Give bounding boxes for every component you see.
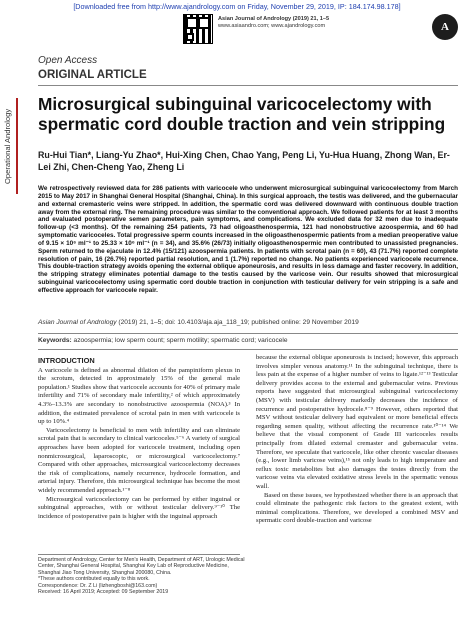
divider (38, 85, 458, 86)
keywords (38, 337, 458, 344)
citation-details: (2019) 21, 1–5; doi: 10.4103/aja.aja_118_19; published online: 29 November 2019 (116, 319, 359, 326)
equal-contribution-note: *These authors contributed equally to this work. (38, 576, 150, 583)
journal-logo-icon (432, 14, 458, 40)
abstract: We retrospectively reviewed data for 286 patients with varicocele who underwent microsurgical subinguinal varicocelectomy from March 2015 to May 2017 in Shanghai General Hospital (Shanghai, China). In this surgical approach, the testis was delivered, and the gubernacular and external cremasteric veins were stripped. In addition, the spermatic cord was delivered downward with continuous double traction away from the external ring. The remaining procedure was similar to the conventional approach. We followed patients for at least 3 months and evaluated postoperative semen parameters, pain symptoms, and complications. We excluded data for 32 men due to inadequate follow-up (<3 months). Of the remaining 254 patients, 73 had oligoasthenospermia, 121 had nonobstructive azoospermia, and 60 had symptomatic varicoceles. Total progressive sperm counts increased in the oligoasthenospermic patients from a median preoperative value of 9.15 × 10⁶ ml⁻¹ to 25.33 × 10⁶ ml⁻¹ (n = 34), and 35.6% (26/73) initially oligoasthenospermic men contributed to unassisted pregnancies. Sperm returned to the ejaculate in 12.4% (15/121) azoospermia patients. In patients with scrotal pain (n = 60), 43 (71.7%) reported complete resolution of pain, 16 (26.7%) reported partial resolution, and 1 (1.7%) reported no change. No patients experienced varicocele recurrence. This double-traction strategy avoids opening the external oblique aponeurosis, and results in less damage and faster recovery. In addition, the stripping strategy eliminates potential damage to the testis caused by the varicose vein. Our results showed that microsurgical subinguinal varicocelectomy using spermatic cord double traction in conjunction with testicular delivery for vein stripping is a safe and effective approach for varicocele repair. (38, 185, 458, 294)
body-paragraph: because the external oblique aponeurosis is incised; however, this approach involves simpler venous anatomy.¹¹ In the subinguinal technique, there is less pain at the expense of a higher number of veins to ligate.¹²⁻¹³ Testicular delivery provides access to the external and gubernacular veins. Previous reports have suggested that microsurgical subinguinal varicocelectomy (MSV) with testicular delivery markedly decreases the incidence of recurrence and postoperative hydrocele.⁸⁻⁹ However, others reported that MSV without testicular delivery had equivalent or more beneficial effects regarding semen quality, without affecting the recurrence rate.¹⁰⁻¹⁴ We believe that the visual component of Grade III varicoceles results principally from dilated external cremaster and gubernacular veins. Therefore, we speculate that varicocele, like other chronic vascular diseases (e.g., lower limb varicose veins),¹⁵ not only leads to high temperature and reflux toxic metabolites but also damages the testes directly from the varicose veins via elevated oxidative stress levels in the spermatic venous wall. (256, 354, 458, 490)
intro-column (38, 357, 240, 521)
side-accent-bar (16, 98, 18, 194)
received-dates: Received: 16 April 2019; Accepted: 09 September 2019 (38, 589, 169, 596)
journal-name: Asian Journal of Andrology (2019) 21, 1–5 (218, 16, 330, 22)
section-side-label: Operational Andrology (3, 108, 12, 184)
article-type: ORIGINAL ARTICLE (38, 69, 147, 81)
journal-website[interactable]: www.asiaandro.com; www.ajandrology.com (218, 23, 326, 29)
footnotes (38, 557, 248, 595)
article-title: Microsurgical subinguinal varicocelectomy with spermatic cord double traction and vein stripping (38, 94, 446, 134)
right-column (256, 354, 458, 526)
divider (38, 349, 458, 350)
open-access-label: Open Access (38, 55, 98, 66)
qr-code (183, 14, 213, 44)
download-banner[interactable]: [Downloaded free from http://www.ajandrology.com on Friday, November 29, 2019, IP: 184.174.98.178] (73, 2, 401, 11)
intro-paragraph: Varicocelectomy is beneficial to men with infertility and can eliminate scrotal pain that is secondary to clinical varicoceles.⁵⁻⁶ A variety of surgical approaches have been adopted for varicocele treatment, including open nonmicrosurgical, laparoscopic, or microsurgical varicocelectomy.⁷ Compared with other approaches, microsurgical varicocelectomy decreases the risk of complications, namely recurrence, hydrocele formation, and arterial injury. Therefore, this microsurgical technique has become the most widely recommended approach.¹⁻⁸ (38, 426, 240, 494)
keywords-label: Keywords: (38, 337, 72, 344)
keywords-text: azoospermia; low sperm count; sperm motility; spermatic cord; varicocele (71, 337, 288, 344)
author-list: Ru-Hui Tian*, Liang-Yu Zhao*, Hui-Xing Chen, Chao Yang, Peng Li, Yu-Hua Huang, Zhong Wan, Er-Lei Zhi, Chen-Cheng Yao, Zheng Li (38, 150, 450, 172)
intro-heading: INTRODUCTION (38, 356, 95, 365)
correspondence[interactable]: Correspondence: Dr. Z Li (lizhengboshi@163.com) (38, 582, 158, 589)
body-paragraph: Based on these issues, we hypothesized whether there is an approach that could eliminate the pathogenic risk factors to the greatest extent, with minimal complications. Therefore, we developed a combined MSV and spermatic cord double-traction and varicose (256, 491, 458, 525)
footnote-divider (38, 554, 240, 555)
citation-line (38, 319, 458, 326)
affiliation: Department of Andrology, Center for Men's Health, Department of ART, Urologic Medical Center, Shanghai General Hospital, Shanghai Key Lab of Reproductive Medicine, Shanghai Jiao Tong University, Shanghai 200080, China. (38, 557, 245, 576)
divider (38, 333, 458, 334)
logo-letter: A (441, 21, 449, 33)
intro-paragraph: A varicocele is defined as abnormal dilation of the pampiniform plexus in the scrotum, detected in approximately 15% of the general male population.¹ Studies show that varicocele accounts for 40% of primary male infertility and 71% of secondary male infertility,² of which approximately 4.3%–13.3% are secondary to nonobstructive azoospermia (NOA).³ In addition, the estimated prevalence of scrotal pain in men with varicocele is up to 10%.⁴ (38, 366, 240, 426)
intro-paragraph: Microsurgical varicocelectomy can be performed by either inguinal or subinguinal approaches, with or without testicular delivery.⁹⁻¹⁰ The incidence of postoperative pain is higher with the inguinal approach (38, 495, 240, 520)
citation-journal: Asian Journal of Andrology (38, 319, 117, 326)
journal-info (218, 16, 329, 30)
